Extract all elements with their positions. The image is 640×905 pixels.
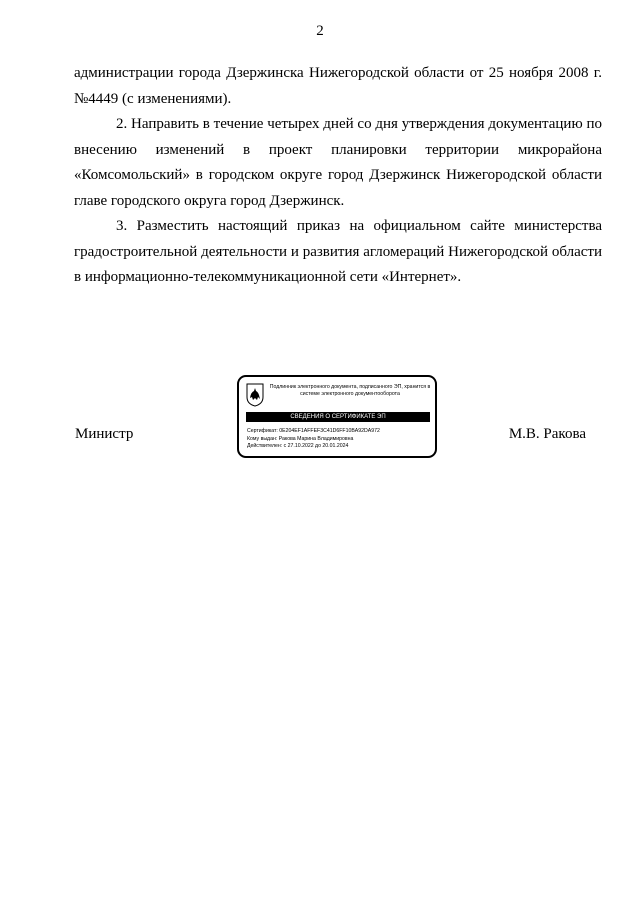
certificate-number: Сертификат: 0E204EF1AFFEF3C41D6FF10BA92DA972: [247, 428, 380, 434]
electronic-signature-stamp: [237, 375, 437, 458]
signatory-title: Министр: [75, 426, 134, 442]
signatory-name: М.В. Ракова: [508, 426, 586, 442]
paragraph-continuation: администрации города Дзержинска Нижегородской области от 25 ноября 2008 г. №4449 (с изменениями).: [74, 65, 602, 107]
stamp-header: СВЕДЕНИЯ О СЕРТИФИКАТЕ ЭП: [246, 412, 430, 422]
page-number: 2: [316, 23, 324, 39]
certificate-owner: Кому выдан: Ракова Марина Владимировна: [247, 435, 354, 442]
certificate-details: [247, 428, 380, 451]
certificate-validity: Действителен: с 27.10.2022 до 20.01.2024: [247, 443, 349, 449]
coat-of-arms-icon: [246, 383, 264, 407]
stamp-notice: Подлинник электронного документа, подписанного ЭП, хранится в системе электронного документооборота: [269, 384, 431, 397]
paragraph-item-2: 2. Направить в течение четырех дней со дня утверждения документацию по внесению изменений в проект планировки территории микрорайона «Комсомольский» в городском округе город Дзержинск Нижегородской области главе городского округа город Дзержинск.: [74, 116, 602, 209]
paragraph-item-3: 3. Разместить настоящий приказ на официальном сайте министерства градостроительной деятельности и развития агломераций Нижегородской области в информационно-телекоммуникационной сети «Интернет».: [74, 218, 602, 285]
